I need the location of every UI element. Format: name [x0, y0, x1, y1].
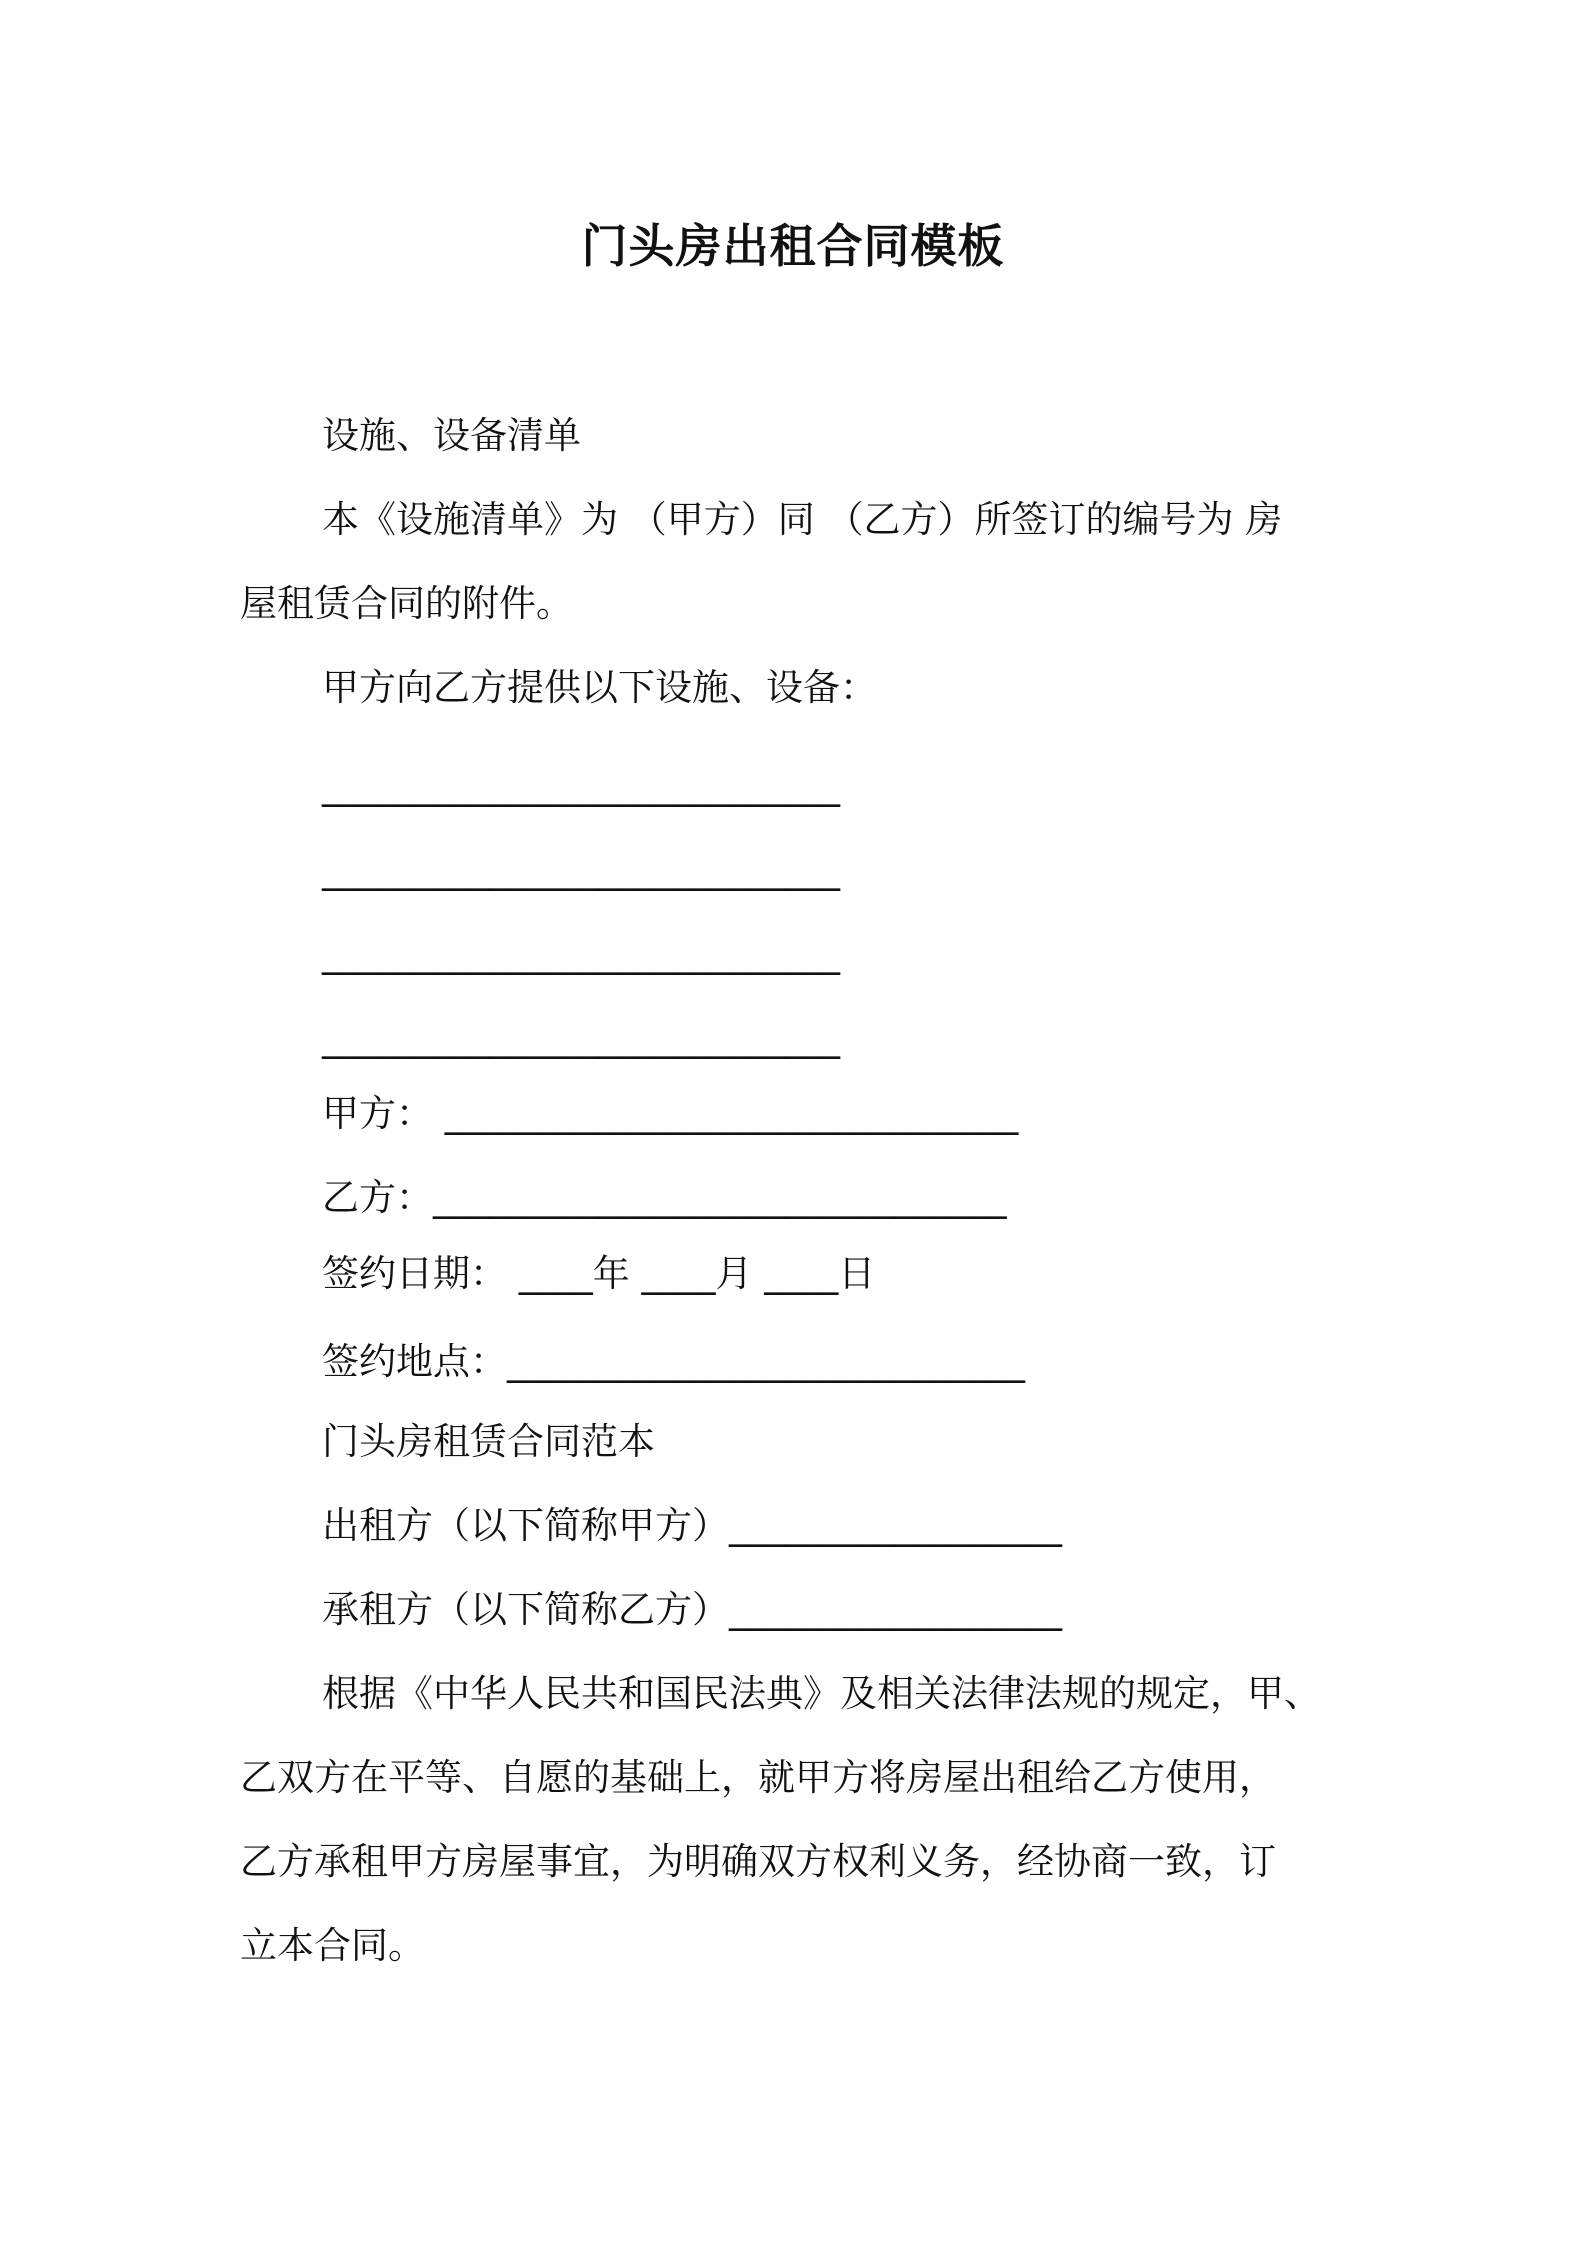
preamble-paragraph-line-3: 乙方承租甲方房屋事宜，为明确双方权利义务，经协商一致，订 — [240, 1840, 1276, 1883]
facility-provision-statement: 甲方向乙方提供以下设施、设备： — [322, 666, 877, 709]
facility-blank-line-3: ____________________________ — [322, 932, 840, 975]
facility-blank-line-2: ____________________________ — [322, 848, 840, 891]
preamble-paragraph-line-1: 根据《中华人民共和国民法典》及相关法律法规的规定，甲、 — [322, 1672, 1321, 1715]
preamble-paragraph-line-2: 乙双方在平等、自愿的基础上，就甲方将房屋出租给乙方使用， — [240, 1756, 1276, 1799]
facility-list-heading: 设施、设备清单 — [322, 414, 581, 457]
party-a-signature-line: 甲方： _______________________________ — [322, 1092, 1019, 1135]
party-b-signature-line: 乙方：_______________________________ — [322, 1176, 1007, 1219]
lease-contract-heading: 门头房租赁合同范本 — [322, 1420, 655, 1463]
facility-blank-line-1: ____________________________ — [322, 764, 840, 807]
intro-paragraph-line-2: 屋租赁合同的附件。 — [240, 582, 573, 625]
facility-blank-line-4: ____________________________ — [322, 1016, 840, 1059]
document-title: 门头房出租合同模板 — [581, 219, 1005, 273]
lessor-line: 出租方（以下简称甲方）__________________ — [322, 1504, 1062, 1547]
signing-date-line: 签约日期： ____年 ____月 ____日 — [322, 1252, 876, 1295]
intro-paragraph-line-1: 本《设施清单》为 （甲方）同 （乙方）所签订的编号为 房 — [322, 498, 1283, 541]
lessee-line: 承租方（以下简称乙方）__________________ — [322, 1588, 1062, 1631]
preamble-paragraph-line-4: 立本合同。 — [240, 1924, 425, 1967]
signing-place-line: 签约地点：____________________________ — [322, 1340, 1025, 1383]
